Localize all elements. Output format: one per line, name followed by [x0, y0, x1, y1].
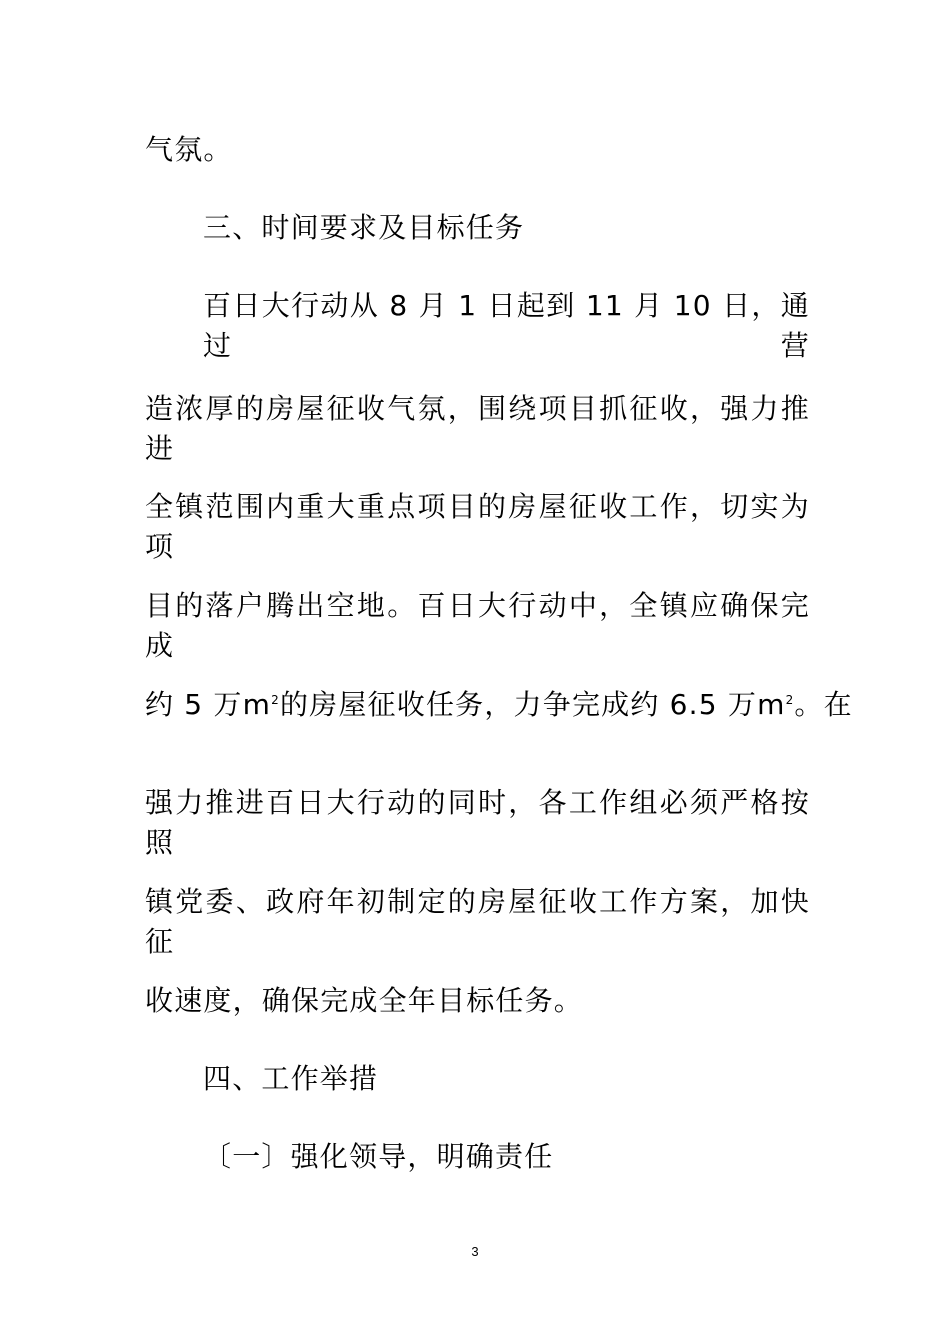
page-number: 3 [471, 1244, 479, 1259]
unit-square-meter [243, 688, 280, 721]
text-line-4: 造浓厚的房屋征收气氛，围绕项目抓征收，强力推进 [145, 392, 810, 465]
text-line-5: 全镇范围内重大重点项目的房屋征收工作，切实为项 [145, 490, 810, 563]
unit-square-meter [757, 688, 794, 721]
text-line-6: 目的落户腾出空地。百日大行动中，全镇应确保完成 [145, 589, 810, 662]
text-segment: 。在 [794, 688, 853, 721]
section-heading-4: 四、工作举措 [203, 1062, 379, 1095]
text-line-1: 气氛。 [145, 133, 233, 166]
text-line-10: 收速度，确保完成全年目标任务。 [145, 984, 584, 1017]
subsection-heading-1: 〔一〕强化领导，明确责任 [203, 1140, 554, 1173]
unit-superscript: 2 [785, 693, 795, 707]
text-line-9: 镇党委、政府年初制定的房屋征收工作方案，加快征 [145, 885, 810, 958]
text-segment: 的房屋征收任务，力争完成约 6.5 万 [279, 688, 758, 721]
text-segment: 约 5 万 [145, 688, 243, 721]
text-line-8: 强力推进百日大行动的同时，各工作组必须严格按照 [145, 786, 810, 859]
text-line-7 [145, 685, 853, 725]
unit-m: m [757, 688, 786, 721]
unit-m: m [242, 688, 272, 721]
unit-superscript: 2 [271, 693, 280, 707]
section-heading-3: 三、时间要求及目标任务 [203, 211, 525, 244]
text-line-3: 百日大行动从 8 月 1 日起到 11 月 10 日，通过营 [203, 289, 810, 362]
